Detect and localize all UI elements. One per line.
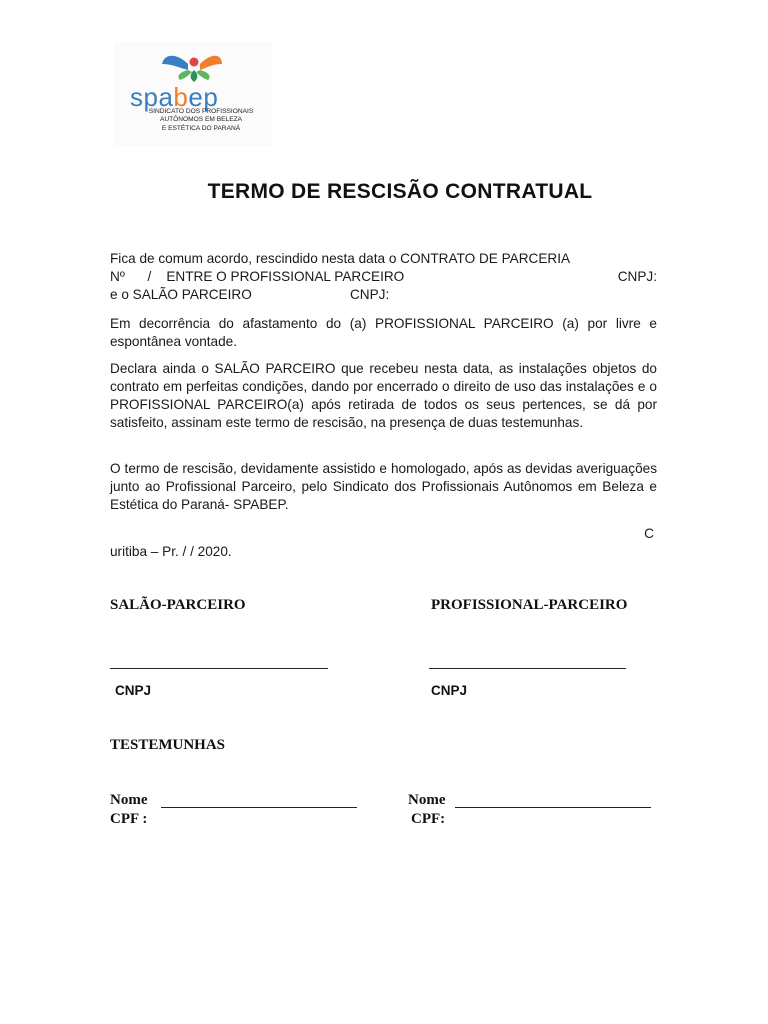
place-initial: C [644, 526, 654, 541]
witnesses-heading: TESTEMUNHAS [110, 737, 226, 753]
witness-left-name-line [161, 807, 357, 808]
paragraph-declaration: Declara ainda o SALÃO PARCEIRO que recebeu nesta data, as instalações objetos do contrato em perfeitas condições, dando por encerrado o direito de uso das instalações e o PROFISSIONAL PARCEIRO(a) após retirada de todos os seus pertences, se dá por satisfeito, assinam este termo de rescisão, na presença de duas testemunhas. [110, 361, 657, 430]
witness-left-cpf-label: CPF : [110, 811, 148, 827]
witness-left-name-label: Nome [110, 792, 148, 808]
witness-right-name-line [455, 807, 651, 808]
document-title: TERMO DE RESCISÃO CONTRATUAL [207, 180, 593, 203]
spabep-logo [114, 42, 272, 146]
paragraph-reason: Em decorrência do afastamento do (a) PROFISSIONAL PARCEIRO (a) por livre e espontânea vontade. [110, 316, 657, 349]
logo-wordmark: spabep [130, 82, 219, 112]
witness-right-cpf-label: CPF: [411, 811, 446, 827]
paragraph-contract-line1: Fica de comum acordo, rescindido nesta data o CONTRATO DE PARCERIA [110, 251, 571, 266]
salon-cnpj-label: CNPJ [115, 683, 152, 698]
paragraph-contract-line2: Nº / ENTRE O PROFISSIONAL PARCEIRO CNPJ: [110, 269, 657, 284]
paragraph-contract [110, 250, 657, 304]
professional-partner-label: PROFISSIONAL-PARCEIRO [431, 597, 628, 613]
witness-right-name-label: Nome [408, 792, 446, 808]
paragraph-contract-line3: e o SALÃO PARCEIRO CNPJ: [110, 287, 390, 302]
professional-cnpj-label: CNPJ [431, 683, 468, 698]
salon-partner-label: SALÃO-PARCEIRO [110, 597, 246, 613]
professional-signature-line [429, 668, 626, 669]
paragraph-homologation: O termo de rescisão, devidamente assistido e homologado, após as devidas averiguações junto ao Profissional Parceiro, pelo Sindicato dos Profissionais Autônomos em Beleza e Estética do Paraná- SPABEP. [110, 461, 657, 512]
logo-tagline: SINDICATO DOS PROFISSIONAIS AUTÔNOMOS EM BELEZA E ESTÉTICA DO PARANÁ [148, 108, 254, 132]
place-date: uritiba – Pr. / / 2020. [110, 544, 232, 559]
salon-signature-line [110, 668, 328, 669]
